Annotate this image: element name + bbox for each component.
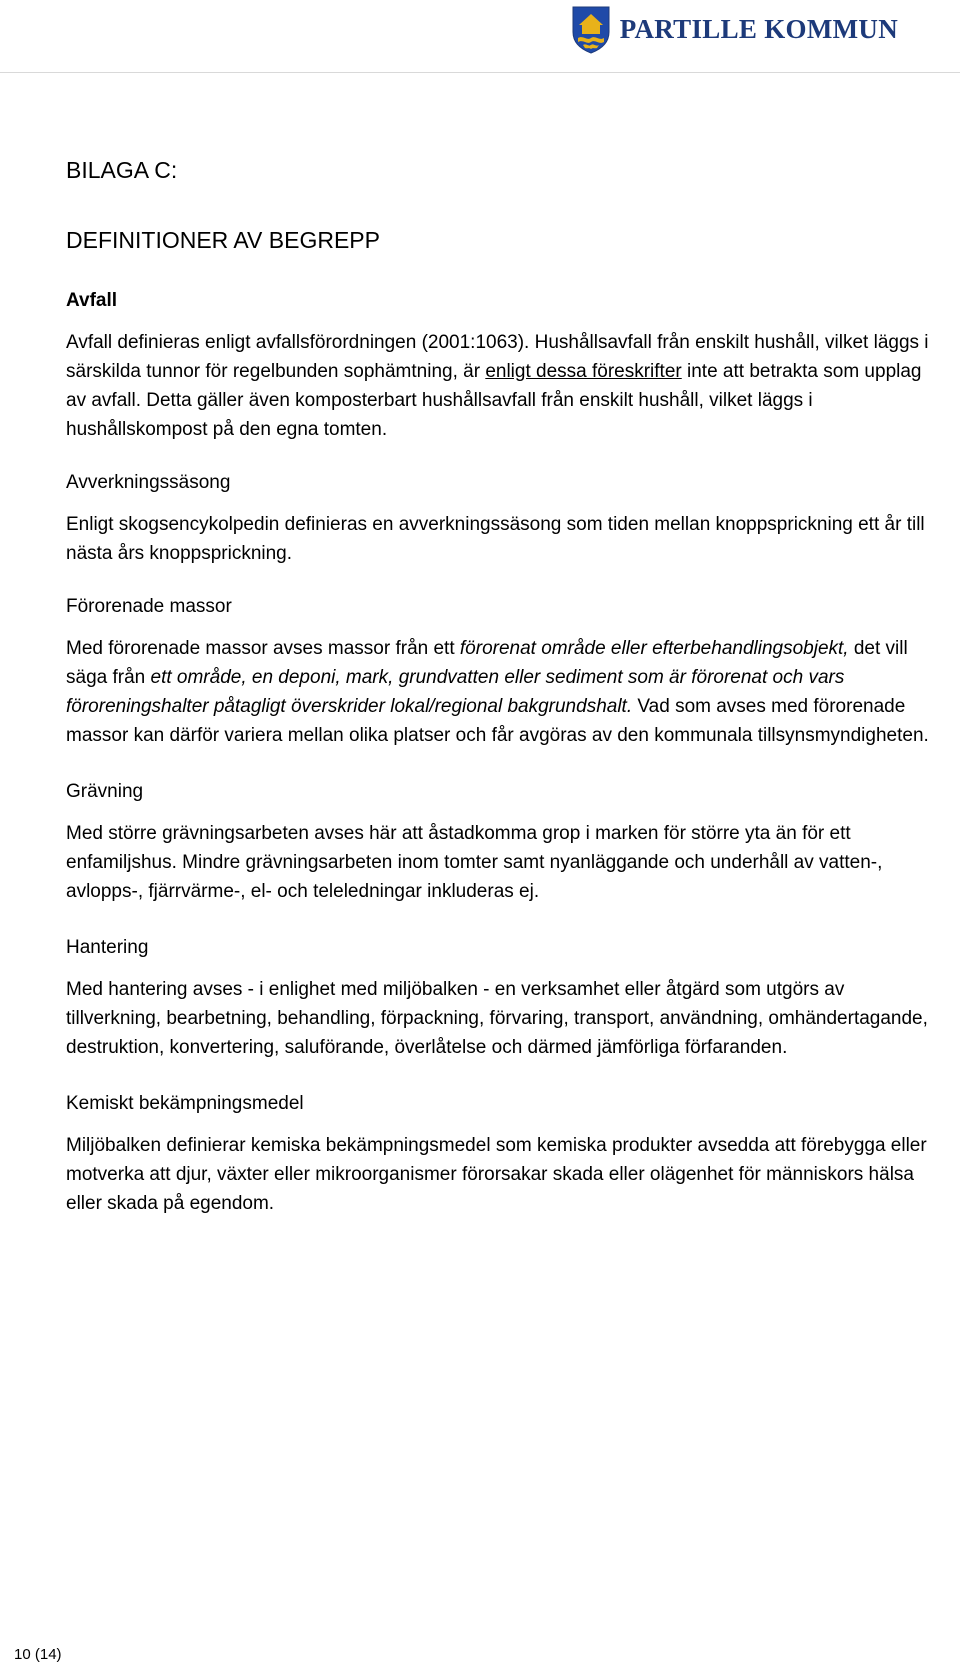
page-number: 10 (14) [14, 1646, 62, 1663]
coat-of-arms-icon [572, 4, 610, 54]
municipality-logo [572, 4, 898, 54]
section-gravning [66, 778, 936, 906]
term-heading: Hantering [66, 937, 149, 958]
term-definition [66, 634, 936, 750]
italic-phrase: förorenat område eller efterbehandlingsobjekt, [459, 638, 849, 659]
page-header [0, 0, 960, 73]
definition-text: Med förorenade massor avses massor från ett [66, 638, 460, 659]
document-title: BILAGA C: [66, 157, 178, 183]
term-definition: Miljöbalken definierar kemiska bekämpningsmedel som kemiska produkter avsedda att förebygga eller motverka att djur, växter eller mikroorganismer förorsakar skada eller olägenhet för människors hälsa eller skada på egendom. [66, 1135, 927, 1214]
definition-text: inte att betrakta som upplag av avfall. Detta gäller även komposterbart hushållsavfall från enskilt hushåll, vilket läggs i hushållskompost på den egna tomten. [66, 361, 922, 440]
term-heading: Kemiskt bekämpningsmedel [66, 1093, 304, 1114]
document-subtitle: DEFINITIONER AV BEGREPP [66, 227, 380, 253]
section-hantering [66, 934, 936, 1062]
section-kemiskt-bekampningsmedel [66, 1090, 936, 1218]
document-body [66, 150, 936, 1218]
section-avverkningssasong [66, 469, 936, 568]
term-heading: Förorenade massor [66, 596, 232, 617]
definition-text: Avfall definieras enligt avfallsförordningen (2001:1063). Hushållsavfall från enskilt hushåll, vilket läggs i särskilda tunnor för regelbunden sophämtning, är [66, 332, 929, 382]
term-definition: Med hantering avses - i enlighet med miljöbalken - en verksamhet eller åtgärd som utgörs av tillverkning, bearbetning, behandling, förpackning, förvaring, transport, användning, omhändertagande, destruktion, konvertering, saluförande, överlåtelse och därmed jämförliga förfaranden. [66, 979, 928, 1058]
section-avfall [66, 287, 936, 444]
term-definition: Med större grävningsarbeten avses här att åstadkomma grop i marken för större yta än för ett enfamiljshus. Mindre grävningsarbeten inom tomter samt nyanläggande och underhåll av vatten-, avlopps-, fjärrvärme-, el- och teleledningar inkluderas ej. [66, 823, 883, 902]
term-heading: Avverkningssäsong [66, 472, 231, 493]
italic-phrase: ett område, en deponi, mark, grundvatten eller sediment som är förorenat och vars föroreningshalter påtagligt överskrider lokal/regional bakgrundshalt. [66, 667, 845, 717]
term-heading: Grävning [66, 781, 144, 802]
definition-text: Vad som avses med förorenade massor kan därför variera mellan olika platser och får avgöras av den kommunala tillsynsmyndigheten. [66, 696, 929, 746]
logo-text: PARTILLE KOMMUN [619, 14, 898, 44]
underlined-phrase: enligt dessa föreskrifter [485, 361, 682, 382]
section-fororenade-massor [66, 593, 936, 750]
term-heading: Avfall [66, 290, 118, 311]
term-definition: Enligt skogsencykolpedin definieras en avverkningssäsong som tiden mellan knoppsprickning ett år till nästa års knoppsprickning. [66, 514, 925, 564]
definition-text: det vill säga från [66, 638, 908, 688]
term-definition [66, 328, 936, 444]
